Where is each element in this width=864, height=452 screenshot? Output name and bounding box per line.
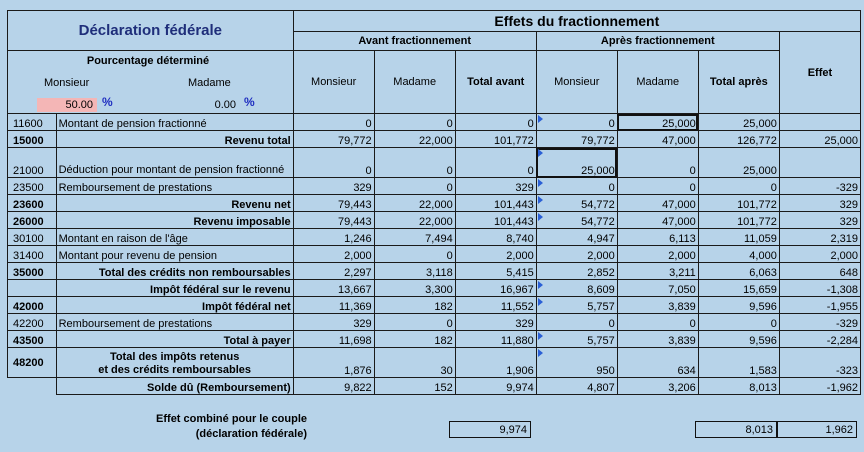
percentage-section [8, 51, 294, 114]
cell[interactable] [779, 148, 860, 178]
row-label: Impôt fédéral sur le revenu [56, 280, 293, 297]
cell[interactable]: 1,906 [455, 348, 536, 378]
cell[interactable]: 126,772 [698, 131, 779, 148]
cell[interactable]: 0 [617, 178, 698, 195]
table-row [8, 314, 861, 331]
table-row [8, 263, 861, 280]
cell[interactable]: 2,319 [779, 229, 860, 246]
row-code: 35000 [8, 263, 57, 280]
cell[interactable]: 329 [779, 195, 860, 212]
row-label: Montant de pension fractionné [56, 114, 293, 131]
table-row [8, 131, 861, 148]
cell[interactable]: 950 [536, 348, 617, 378]
cell[interactable]: 2,000 [536, 246, 617, 263]
row-label: Remboursement de prestations [56, 314, 293, 331]
row-label: Impôt fédéral net [56, 297, 293, 314]
cell[interactable]: 0 [617, 148, 698, 178]
cell[interactable]: 329 [455, 178, 536, 195]
cell[interactable]: 648 [779, 263, 860, 280]
cell[interactable]: 22,000 [374, 195, 455, 212]
cell[interactable]: 0 [374, 148, 455, 178]
row-label: Revenu imposable [56, 212, 293, 229]
comment-marker-icon [538, 213, 543, 221]
cell[interactable]: 22,000 [374, 212, 455, 229]
cell[interactable]: 11,880 [455, 331, 536, 348]
cell[interactable]: 79,443 [293, 212, 374, 229]
cell[interactable]: 101,443 [455, 212, 536, 229]
cell[interactable]: 11,369 [293, 297, 374, 314]
percent-sign: % [102, 95, 113, 109]
spreadsheet-frame [3, 1, 861, 449]
cell[interactable]: 0 [374, 178, 455, 195]
cell[interactable] [779, 114, 860, 131]
cell[interactable]: 2,000 [779, 246, 860, 263]
cell[interactable]: 30 [374, 348, 455, 378]
table-row [8, 114, 861, 131]
combined-effect-label: Effet combiné pour le couple (déclaration fédérale) [156, 413, 307, 440]
cell[interactable]: 5,415 [455, 263, 536, 280]
monsieur-label: Monsieur [44, 77, 90, 89]
selected-cell[interactable]: 25,000 [536, 148, 617, 178]
combined-effet[interactable]: 1,962 [777, 421, 857, 438]
cell[interactable]: -323 [779, 348, 860, 378]
cell[interactable]: 6,063 [698, 263, 779, 280]
cell[interactable]: 1,246 [293, 229, 374, 246]
cell[interactable]: 2,297 [293, 263, 374, 280]
cell[interactable]: 101,443 [455, 195, 536, 212]
table-row [8, 348, 861, 378]
cell[interactable]: 5,757 [536, 331, 617, 348]
table-row [8, 246, 861, 263]
table-row [8, 229, 861, 246]
cell[interactable]: 13,667 [293, 280, 374, 297]
comment-marker-icon [538, 196, 543, 204]
effects-title: Effets du fractionnement [293, 11, 860, 32]
cell[interactable]: 3,839 [617, 297, 698, 314]
table-row [8, 212, 861, 229]
cell[interactable]: 11,059 [698, 229, 779, 246]
cell[interactable]: 8,609 [536, 280, 617, 297]
cell[interactable]: 0 [374, 114, 455, 131]
row-label: Revenu net [56, 195, 293, 212]
cell[interactable]: 4,947 [536, 229, 617, 246]
cell[interactable]: 152 [374, 378, 455, 395]
cell[interactable]: 3,839 [617, 331, 698, 348]
cell[interactable]: -329 [779, 178, 860, 195]
combined-total-avant[interactable]: 9,974 [449, 421, 531, 438]
cell[interactable]: 3,300 [374, 280, 455, 297]
row-code: 23500 [8, 178, 57, 195]
col-monsieur-avant: Monsieur [293, 51, 374, 114]
cell[interactable]: 9,822 [293, 378, 374, 395]
row-code [8, 280, 57, 297]
row-code: 26000 [8, 212, 57, 229]
comment-marker-icon [538, 115, 543, 123]
table-row [8, 378, 861, 395]
cell[interactable]: 9,596 [698, 297, 779, 314]
cell[interactable]: 54,772 [536, 195, 617, 212]
row-label: Revenu total [56, 131, 293, 148]
cell[interactable]: 9,974 [455, 378, 536, 395]
percentage-title: Pourcentage déterminé [86, 55, 210, 67]
cell[interactable]: 0 [617, 314, 698, 331]
after-split-title: Après fractionnement [536, 32, 779, 51]
cell[interactable]: 6,113 [617, 229, 698, 246]
comment-marker-icon [538, 332, 543, 340]
cell[interactable]: -1,955 [779, 297, 860, 314]
cell[interactable]: 47,000 [617, 212, 698, 229]
cell[interactable]: 182 [374, 331, 455, 348]
row-label: Total des crédits non remboursables [56, 263, 293, 280]
cell[interactable]: 329 [293, 178, 374, 195]
table-row [8, 195, 861, 212]
cell[interactable]: 0 [455, 148, 536, 178]
cell[interactable]: 0 [293, 148, 374, 178]
cell[interactable]: 22,000 [374, 131, 455, 148]
cell[interactable]: 9,596 [698, 331, 779, 348]
cell[interactable]: -329 [779, 314, 860, 331]
comment-marker-icon [538, 179, 543, 187]
cell[interactable]: 182 [374, 297, 455, 314]
combined-effect-section [3, 405, 861, 449]
cell[interactable]: 16,967 [455, 280, 536, 297]
row-code: 15000 [8, 131, 57, 148]
before-split-title: Avant fractionnement [293, 32, 536, 51]
cell[interactable]: 47,000 [617, 131, 698, 148]
cell[interactable]: 79,443 [293, 195, 374, 212]
table-row [8, 331, 861, 348]
combined-total-apres[interactable]: 8,013 [695, 421, 777, 438]
row-label: Remboursement de prestations [56, 178, 293, 195]
comment-marker-icon [538, 298, 543, 306]
cell[interactable]: 79,772 [536, 131, 617, 148]
selected-cell[interactable]: 25,000 [617, 114, 698, 131]
row-code: 43500 [8, 331, 57, 348]
cell[interactable]: 25,000 [779, 131, 860, 148]
cell[interactable]: 101,772 [698, 195, 779, 212]
table-row [8, 178, 861, 195]
cell[interactable]: 0 [293, 114, 374, 131]
comment-marker-icon [538, 281, 543, 289]
cell[interactable]: 25,000 [698, 148, 779, 178]
percent-sign: % [244, 95, 255, 109]
cell[interactable]: 634 [617, 348, 698, 378]
cell[interactable]: 11,552 [455, 297, 536, 314]
table-row [8, 280, 861, 297]
row-code: 23600 [8, 195, 57, 212]
cell[interactable]: 79,772 [293, 131, 374, 148]
table-row [8, 148, 861, 178]
col-madame-avant: Madame [374, 51, 455, 114]
madame-label: Madame [188, 77, 231, 89]
col-monsieur-apres: Monsieur [536, 51, 617, 114]
cell[interactable]: 15,659 [698, 280, 779, 297]
col-total-apres: Total après [698, 51, 779, 114]
cell[interactable]: 1,583 [698, 348, 779, 378]
row-label: Montant en raison de l'âge [56, 229, 293, 246]
row-code: 11600 [8, 114, 57, 131]
cell[interactable]: 7,494 [374, 229, 455, 246]
row-code [8, 378, 57, 395]
cell[interactable]: 1,876 [293, 348, 374, 378]
cell[interactable]: 4,807 [536, 378, 617, 395]
col-madame-apres: Madame [617, 51, 698, 114]
cell[interactable]: 3,211 [617, 263, 698, 280]
cell[interactable]: 0 [536, 114, 617, 131]
cell[interactable]: 0 [374, 314, 455, 331]
cell[interactable]: -1,308 [779, 280, 860, 297]
cell[interactable]: 4,000 [698, 246, 779, 263]
cell[interactable]: 0 [698, 314, 779, 331]
cell[interactable]: 2,000 [455, 246, 536, 263]
row-code: 48200 [8, 348, 57, 378]
cell[interactable]: 329 [455, 314, 536, 331]
cell[interactable]: 5,757 [536, 297, 617, 314]
cell[interactable]: 0 [698, 178, 779, 195]
row-label: Montant pour revenu de pension [56, 246, 293, 263]
row-label: Déduction pour montant de pension fractionné [56, 148, 293, 178]
cell[interactable]: 2,000 [617, 246, 698, 263]
row-label: Solde dû (Remboursement) [56, 378, 293, 395]
cell[interactable]: -2,284 [779, 331, 860, 348]
cell[interactable]: 2,000 [293, 246, 374, 263]
cell[interactable]: 0 [536, 314, 617, 331]
madame-percentage-input[interactable]: 0.00 [214, 99, 236, 111]
cell[interactable]: 25,000 [698, 114, 779, 131]
cell[interactable]: 101,772 [698, 212, 779, 229]
cell[interactable]: 329 [293, 314, 374, 331]
cell[interactable]: -1,962 [779, 378, 860, 395]
comment-marker-icon [538, 149, 543, 157]
cell[interactable]: 0 [536, 178, 617, 195]
cell[interactable]: 54,772 [536, 212, 617, 229]
row-label: Total des impôts retenus et des crédits remboursables [56, 348, 293, 378]
row-code: 42200 [8, 314, 57, 331]
cell[interactable]: 11,698 [293, 331, 374, 348]
monsieur-percentage-input[interactable]: 50.00 [37, 98, 97, 112]
col-total-avant: Total avant [455, 51, 536, 114]
cell[interactable]: 0 [455, 114, 536, 131]
federal-split-table [7, 10, 861, 395]
cell[interactable]: 3,118 [374, 263, 455, 280]
comment-marker-icon [538, 349, 543, 357]
cell[interactable]: 8,013 [698, 378, 779, 395]
cell[interactable]: 101,772 [455, 131, 536, 148]
row-code: 42000 [8, 297, 57, 314]
page-title: Déclaration fédérale [8, 11, 294, 51]
cell[interactable]: 47,000 [617, 195, 698, 212]
cell[interactable]: 2,852 [536, 263, 617, 280]
cell[interactable]: 0 [374, 246, 455, 263]
table-row [8, 297, 861, 314]
row-code: 21000 [8, 148, 57, 178]
cell[interactable]: 8,740 [455, 229, 536, 246]
cell[interactable]: 7,050 [617, 280, 698, 297]
cell[interactable]: 329 [779, 212, 860, 229]
row-code: 30100 [8, 229, 57, 246]
row-code: 31400 [8, 246, 57, 263]
row-label: Total à payer [56, 331, 293, 348]
col-effet: Effet [779, 32, 860, 114]
cell[interactable]: 3,206 [617, 378, 698, 395]
